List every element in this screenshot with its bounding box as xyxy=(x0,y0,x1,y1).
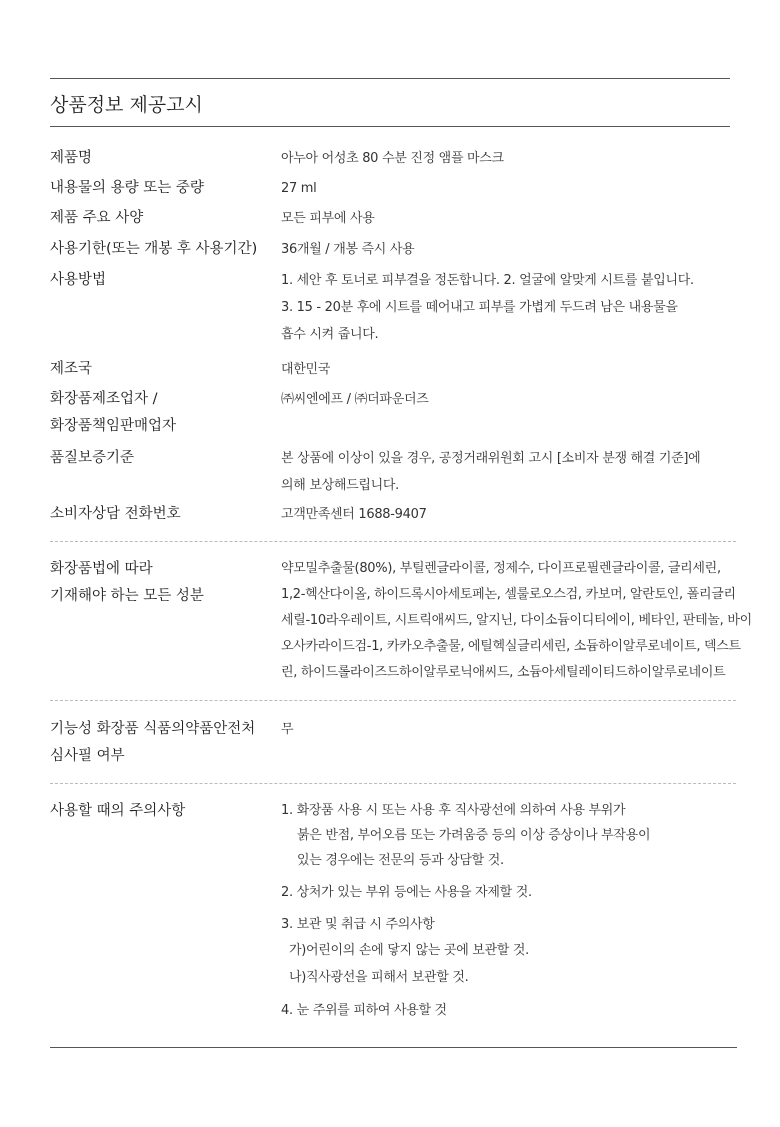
cautions-list xyxy=(281,798,741,1023)
row-value xyxy=(281,386,741,413)
value-line: 약모밀추출물(80%), 부틸렌글라이콜, 정제수, 다이프로필렌글라이콜, 글리세린, xyxy=(281,561,721,576)
row-label xyxy=(50,175,280,202)
label-line: 내용물의 용량 또는 중량 xyxy=(50,180,204,196)
label-line: 사용기한(또는 개봉 후 사용기간) xyxy=(50,241,258,257)
row-value xyxy=(281,501,741,528)
value-line: 흡수 시켜 줍니다. xyxy=(281,327,379,342)
value-line: 27 ml xyxy=(281,181,317,196)
label-line: 기능성 화장품 식품의약품안전처 xyxy=(50,721,256,737)
label-line: 사용방법 xyxy=(50,272,107,288)
row-label xyxy=(50,798,280,825)
caution-subitem: 나)직사광선을 피해서 보관할 것. xyxy=(289,970,469,985)
row-label xyxy=(50,267,280,294)
row-value xyxy=(281,236,741,263)
dashed-divider xyxy=(50,541,736,542)
label-line: 제조국 xyxy=(50,361,93,377)
section-title: 상품정보 제공고시 xyxy=(50,94,203,116)
value-line: 36개월 / 개봉 즉시 사용 xyxy=(281,242,415,257)
row-label xyxy=(50,356,280,383)
value-line: 모든 피부에 사용 xyxy=(281,211,375,226)
caution-item: 1. 화장품 사용 시 또는 사용 후 직사광선에 의하여 사용 부위가 xyxy=(281,803,626,818)
top-divider xyxy=(50,78,730,79)
label-line: 화장품법에 따라 xyxy=(50,561,153,577)
ingredients-list xyxy=(281,556,752,686)
caution-item: 4. 눈 주위를 피하여 사용할 것 xyxy=(281,1003,447,1018)
caution-item: 2. 상처가 있는 부위 등에는 사용을 자제할 것. xyxy=(281,885,532,900)
title-divider xyxy=(50,126,730,127)
value-line: ㈜씨엔에프 / ㈜더파운더즈 xyxy=(281,392,429,407)
label-line: 제품 주요 사양 xyxy=(50,210,144,226)
row-value xyxy=(281,267,741,348)
row-value xyxy=(281,445,741,499)
label-line: 소비자상담 전화번호 xyxy=(50,506,181,522)
value-line: 3. 15 - 20분 후에 시트를 떼어내고 피부를 가볍게 두드려 남은 내용물을 xyxy=(281,300,678,315)
row-label xyxy=(50,236,280,263)
dashed-divider xyxy=(50,783,736,784)
row-value xyxy=(281,205,741,232)
label-line: 화장품제조업자 / xyxy=(50,391,158,407)
row-value xyxy=(281,356,741,383)
value-line: 아누아 어성초 80 수분 진정 앰플 마스크 xyxy=(281,151,504,166)
label-line: 품질보증기준 xyxy=(50,450,135,466)
value-line: 무 xyxy=(281,722,294,737)
row-label xyxy=(50,145,280,172)
caution-subitem: 가)어린이의 손에 닿지 않는 곳에 보관할 것. xyxy=(289,943,529,958)
row-label xyxy=(50,716,280,770)
label-line: 심사필 여부 xyxy=(50,748,125,764)
row-value xyxy=(281,145,741,172)
label-line: 기재해야 하는 모든 성분 xyxy=(50,588,204,604)
value-line: 린, 하이드롤라이즈드하이알루로닉애씨드, 소듐아세틸레이티드하이알루로네이트 xyxy=(281,665,726,680)
value-line: 대한민국 xyxy=(281,362,331,377)
row-label xyxy=(50,556,280,610)
row-value xyxy=(281,716,741,743)
caution-item-cont: 있는 경우에는 전문의 등과 상담할 것. xyxy=(297,853,504,868)
value-line: 본 상품에 이상이 있을 경우, 공정거래위원회 고시 [소비자 분쟁 해결 기준]에 xyxy=(281,451,701,466)
row-label xyxy=(50,386,280,440)
row-label xyxy=(50,445,280,472)
label-line: 제품명 xyxy=(50,150,93,166)
label-line: 화장품책임판매업자 xyxy=(50,418,177,434)
dashed-divider xyxy=(50,700,736,701)
bottom-divider xyxy=(50,1047,737,1048)
value-line: 오사카라이드검-1, 카카오추출물, 에틸헥실글리세린, 소듐하이알루로네이트, 덱스트 xyxy=(281,639,741,654)
label-line: 사용할 때의 주의사항 xyxy=(50,803,186,819)
value-line: 1. 세안 후 토너로 피부결을 정돈합니다. 2. 얼굴에 알맞게 시트를 붙입니다. xyxy=(281,273,694,288)
row-label xyxy=(50,205,280,232)
caution-item-cont: 붉은 반점, 부어오름 또는 가려움증 등의 이상 증상이나 부작용이 xyxy=(297,828,651,843)
row-label xyxy=(50,501,280,528)
caution-item: 3. 보관 및 취급 시 주의사항 xyxy=(281,917,435,932)
row-value xyxy=(281,175,741,202)
value-line: 1,2-헥산다이올, 하이드록시아세토페논, 셀룰로오스검, 카보머, 알란토인, 폴리글리 xyxy=(281,587,736,602)
value-line: 세릴-10라우레이트, 시트릭애씨드, 알지닌, 다이소듐이디티에이, 베타인, 판테놀, 바이 xyxy=(281,613,752,628)
value-line: 의해 보상해드립니다. xyxy=(281,478,399,493)
value-line: 고객만족센터 1688-9407 xyxy=(281,507,427,522)
